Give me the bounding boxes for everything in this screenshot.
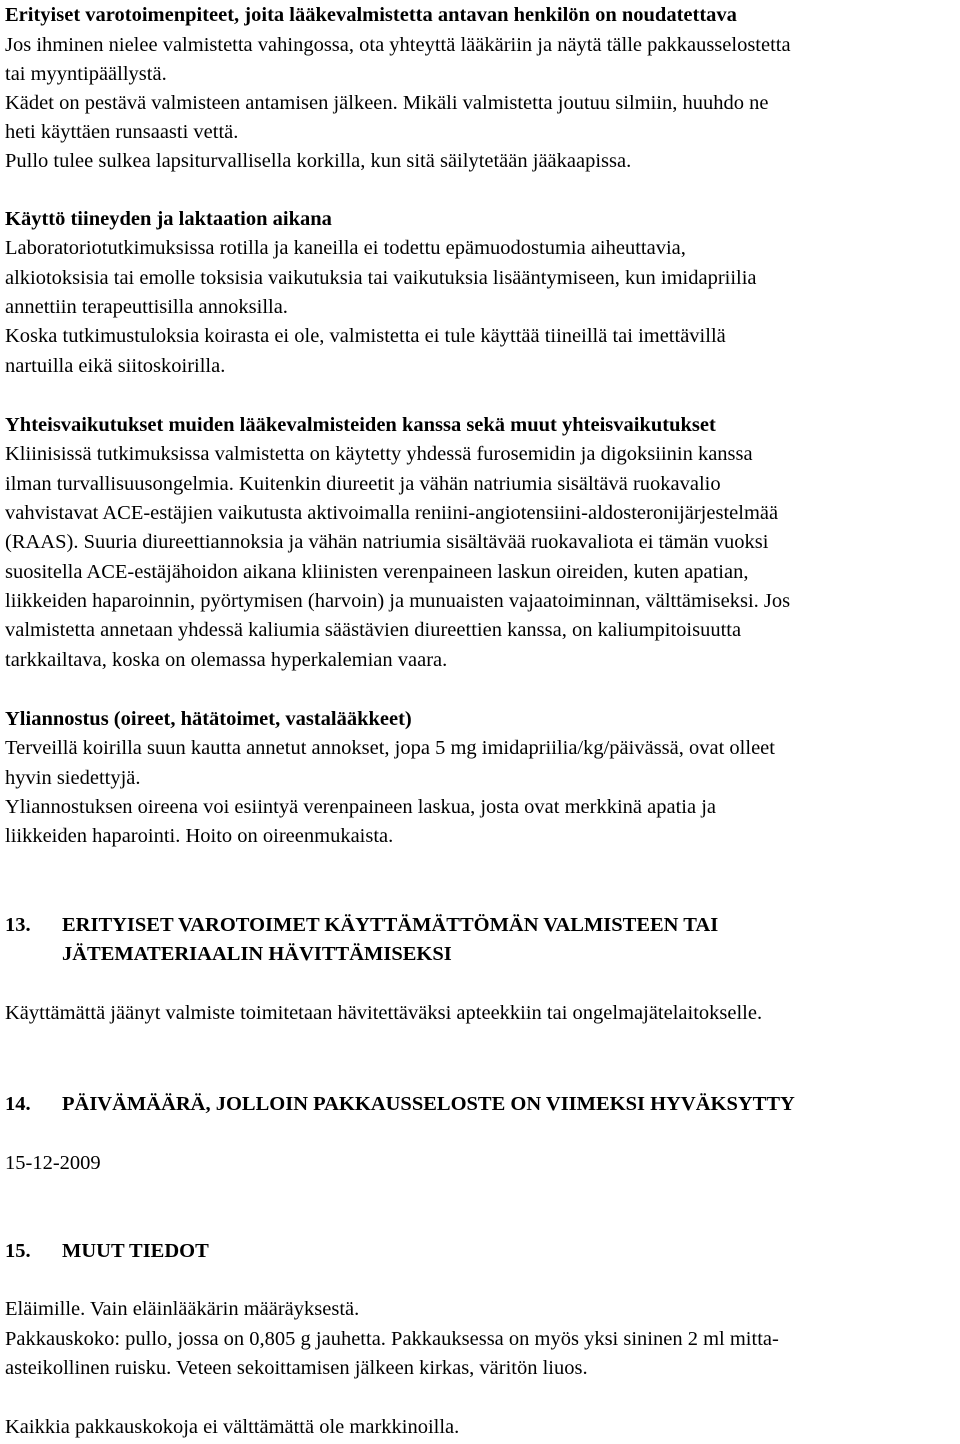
overdose-line: liikkeiden haparointi. Hoito on oireenmukaista. <box>5 825 394 847</box>
overdose-heading: Yliannostus (oireet, hätätoimet, vastalääkkeet) <box>5 708 412 730</box>
pregnancy-line: Laboratoriotutkimuksissa rotilla ja kaneilla ei todettu epämuodostumia aiheuttavia, <box>5 237 686 259</box>
pregnancy-line: nartuilla eikä siitoskoirilla. <box>5 355 226 377</box>
section-14-title: PÄIVÄMÄÄRÄ, JOLLOIN PAKKAUSSELOSTE ON VIIMEKSI HYVÄKSYTTY <box>62 1093 795 1115</box>
precautions-line: Jos ihminen nielee valmistetta vahingossa, ota yhteyttä lääkäriin ja näytä tälle pakkausselostetta <box>5 34 791 56</box>
interactions-line: vahvistavat ACE-estäjien vaikutusta aktivoimalla reniini-angiotensiini-aldosteronijärjestelmää <box>5 502 779 524</box>
interactions-line: ilman turvallisuusongelmia. Kuitenkin diureetit ja vähän natriumia sisältävä ruokavalio <box>5 473 721 495</box>
pregnancy-line: Koska tutkimustuloksia koirasta ei ole, valmistetta ei tule käyttää tiineillä tai imettävillä <box>5 325 726 347</box>
precautions-line: Pullo tulee sulkea lapsiturvallisella korkilla, kun sitä säilytetään jääkaapissa. <box>5 150 632 172</box>
section-15-line: asteikollinen ruisku. Veteen sekoittamisen jälkeen kirkas, väritön liuos. <box>5 1357 588 1379</box>
section-13-title: ERITYISET VAROTOIMET KÄYTTÄMÄTTÖMÄN VALMISTEEN TAI <box>62 914 719 936</box>
pregnancy-heading: Käyttö tiineyden ja laktaation aikana <box>5 208 332 230</box>
section-13-title: JÄTEMATERIAALIN HÄVITTÄMISEKSI <box>62 943 452 965</box>
interactions-line: suositella ACE-estäjähoidon aikana kliinisten verenpaineen laskun oireiden, kuten apatian, <box>5 561 749 583</box>
overdose-line: Terveillä koirilla suun kautta annetut annokset, jopa 5 mg imidapriilia/kg/päivässä, ovat olleet <box>5 737 775 759</box>
interactions-line: tarkkailtava, koska on olemassa hyperkalemian vaara. <box>5 649 448 671</box>
precautions-line: heti käyttäen runsaasti vettä. <box>5 121 239 143</box>
interactions-line: valmistetta annetaan yhdessä kaliumia säästävien diureettien kanssa, on kaliumpitoisuutta <box>5 619 742 641</box>
interactions-line: (RAAS). Suuria diureettiannoksia ja vähän natriumia sisältävää ruokavaliota ei tämän vuoksi <box>5 531 769 553</box>
section-15-number: 15. <box>5 1240 31 1262</box>
section-14-date: 15-12-2009 <box>5 1152 101 1174</box>
section-15-note: Kaikkia pakkauskokoja ei välttämättä ole markkinoilla. <box>5 1416 460 1438</box>
pregnancy-line: annettiin terapeuttisilla annoksilla. <box>5 296 288 318</box>
precautions-heading: Erityiset varotoimenpiteet, joita lääkevalmistetta antavan henkilön on noudatettava <box>5 4 737 26</box>
precautions-line: tai myyntipäällystä. <box>5 63 167 85</box>
section-15-line: Pakkauskoko: pullo, jossa on 0,805 g jauhetta. Pakkauksessa on myös yksi sininen 2 ml mitta- <box>5 1328 779 1350</box>
overdose-line: Yliannostuksen oireena voi esiintyä verenpaineen laskua, josta ovat merkkinä apatia ja <box>5 796 716 818</box>
interactions-line: liikkeiden haparoinnin, pyörtymisen (harvoin) ja munuaisten vajaatoiminnan, välttämiseksi. Jos <box>5 590 791 612</box>
section-15-line: Eläimille. Vain eläinlääkärin määräyksestä. <box>5 1298 360 1320</box>
section-15-title: MUUT TIEDOT <box>62 1240 209 1262</box>
interactions-line: Kliinisissä tutkimuksissa valmistetta on käytetty yhdessä furosemidin ja digoksiinin kanssa <box>5 443 753 465</box>
interactions-heading: Yhteisvaikutukset muiden lääkevalmisteiden kanssa sekä muut yhteisvaikutukset <box>5 414 716 436</box>
section-13-text: Käyttämättä jäänyt valmiste toimitetaan hävitettäväksi apteekkiin tai ongelmajätelaitokselle. <box>5 1002 763 1024</box>
precautions-line: Kädet on pestävä valmisteen antamisen jälkeen. Mikäli valmistetta joutuu silmiin, huuhdo ne <box>5 92 769 114</box>
section-13-number: 13. <box>5 914 31 936</box>
section-14-number: 14. <box>5 1093 31 1115</box>
overdose-line: hyvin siedettyjä. <box>5 767 141 789</box>
pregnancy-line: alkiotoksisia tai emolle toksisia vaikutuksia tai vaikutuksia lisääntymiseen, kun imidapriilia <box>5 267 757 289</box>
